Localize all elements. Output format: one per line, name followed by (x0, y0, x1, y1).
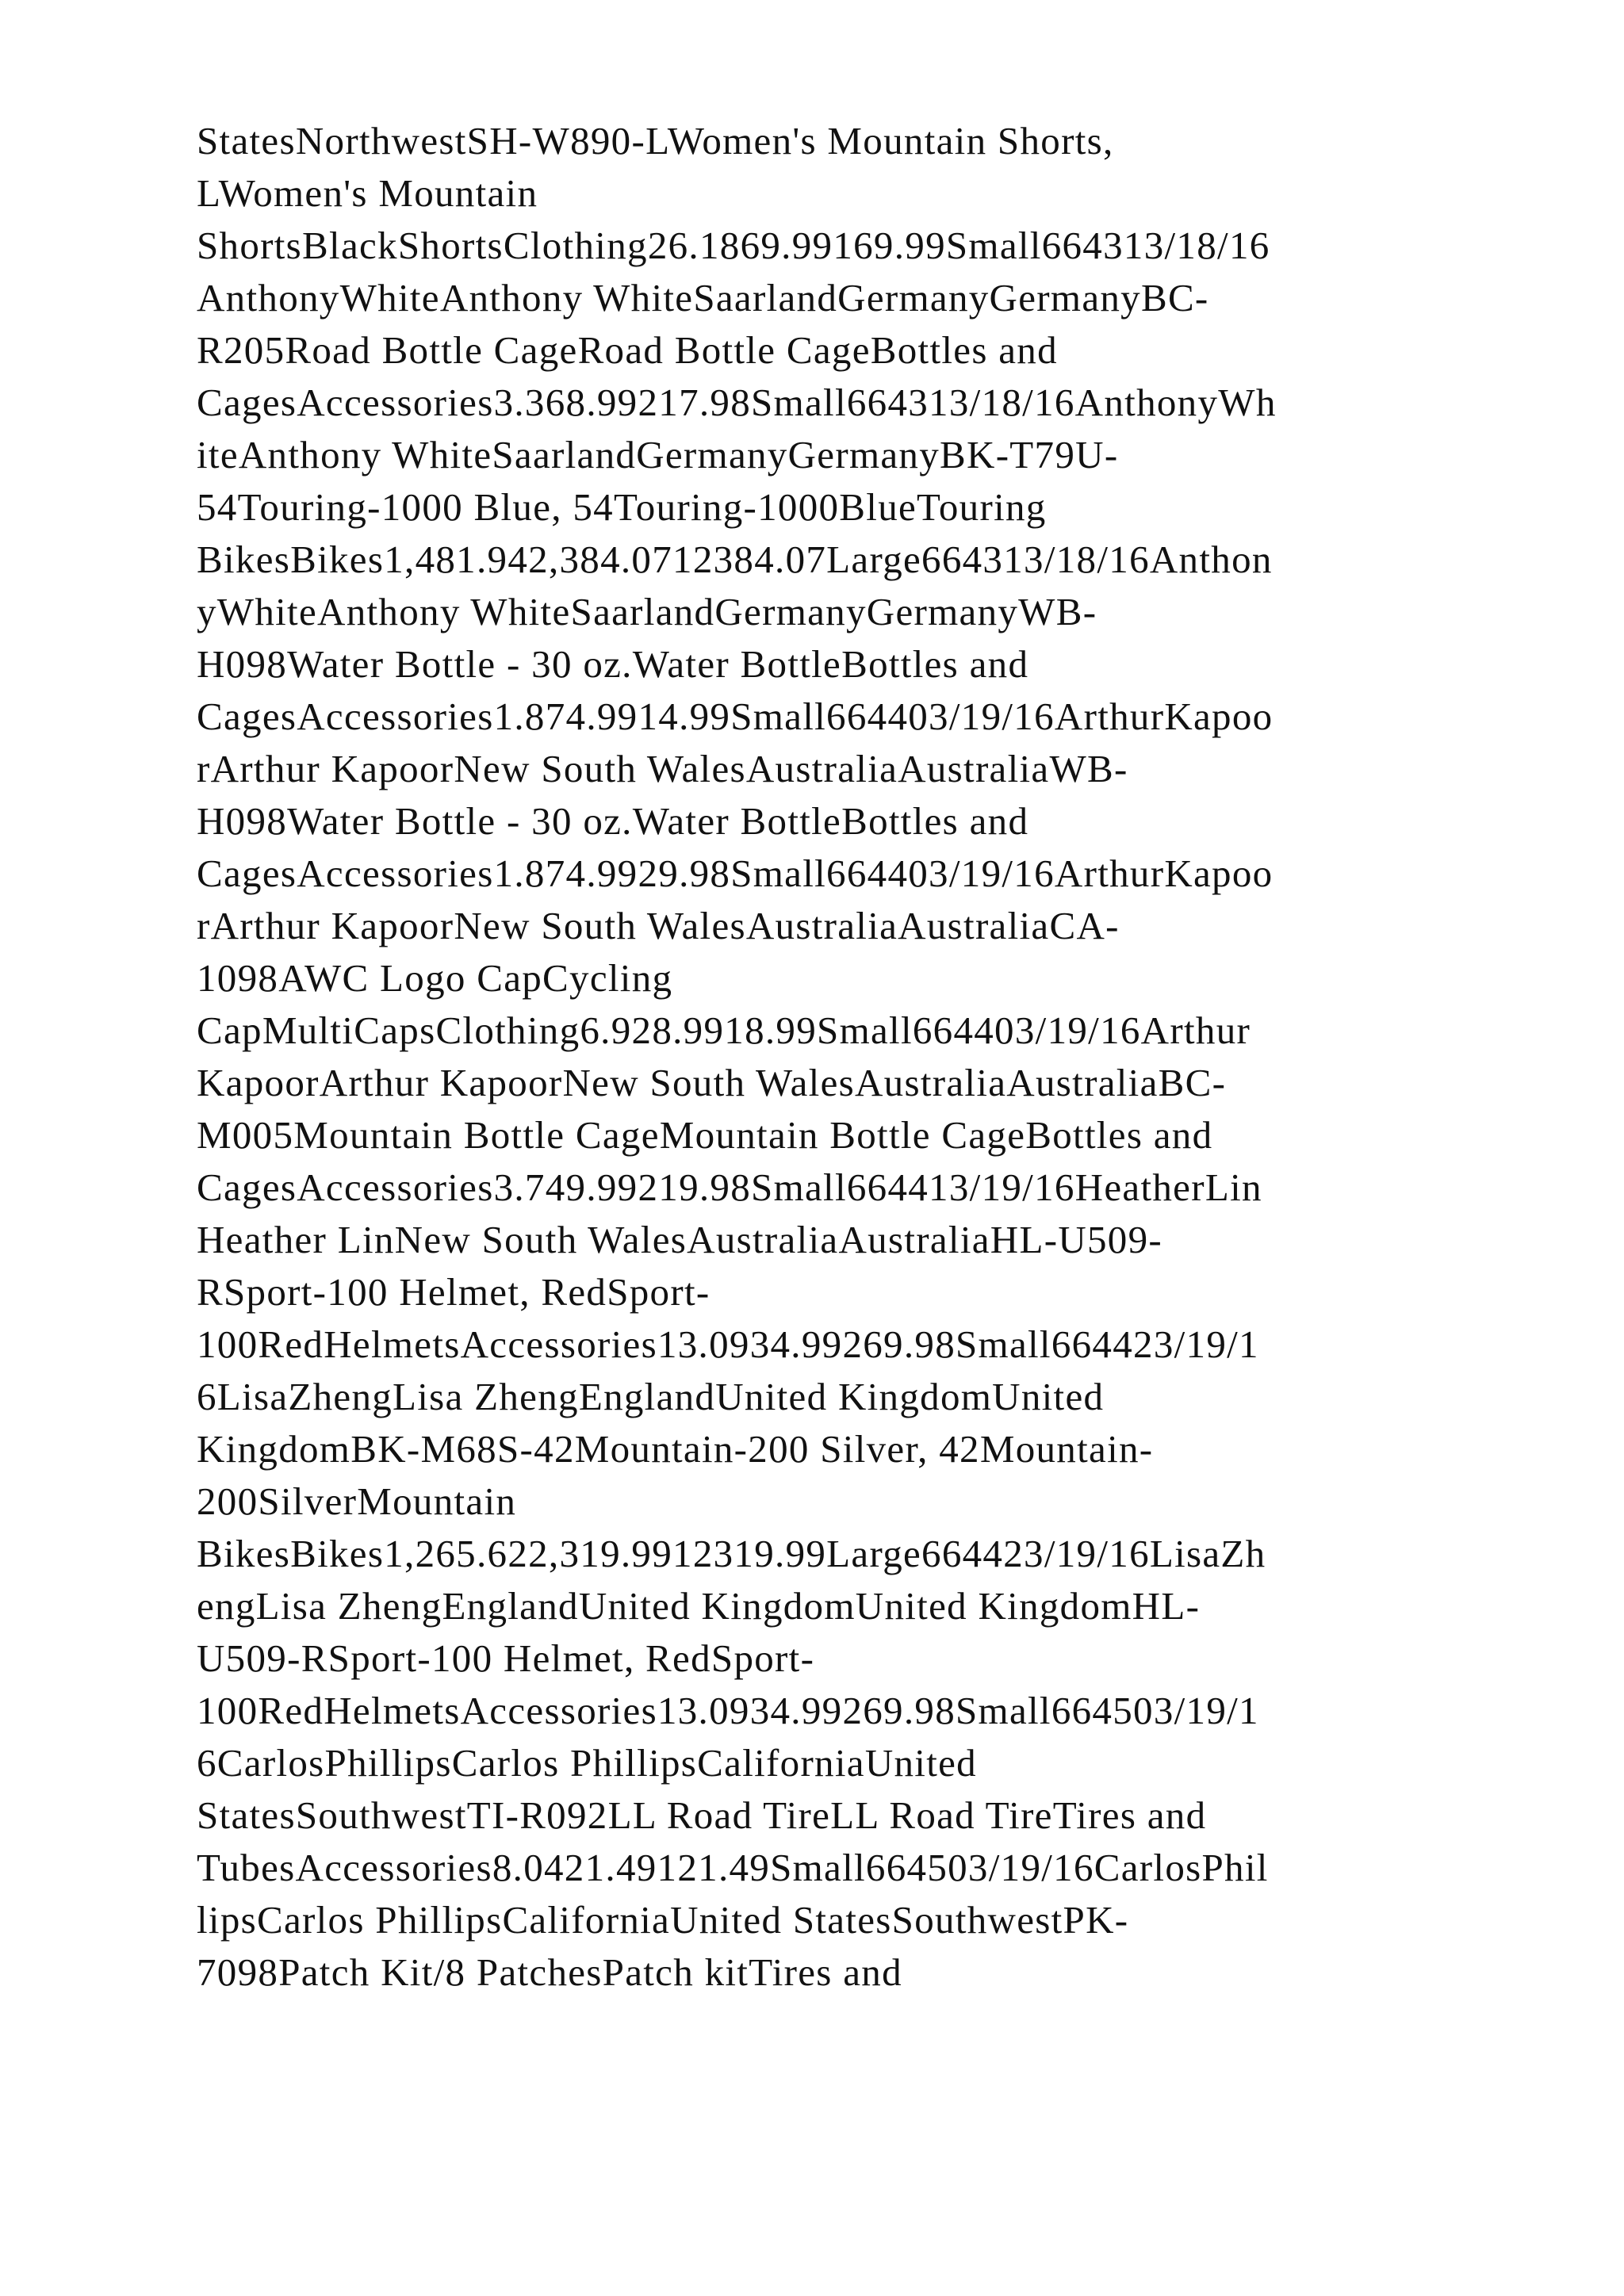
text-line: rArthur KapoorNew South WalesAustraliaAustraliaWB- (197, 747, 1128, 790)
text-line: BikesBikes1,481.942,384.0712384.07Large664313/18/16Anthon (197, 538, 1273, 581)
text-line: RSport-100 Helmet, RedSport- (197, 1270, 710, 1314)
text-line: M005Mountain Bottle CageMountain Bottle CageBottles and (197, 1113, 1213, 1157)
text-line: H098Water Bottle - 30 oz.Water BottleBottles and (197, 642, 1029, 686)
text-line: yWhiteAnthony WhiteSaarlandGermanyGermanyWB- (197, 590, 1097, 633)
text-line: CagesAccessories3.368.99217.98Small664313/18/16AnthonyWh (197, 381, 1277, 424)
text-line: iteAnthony WhiteSaarlandGermanyGermanyBK-T79U- (197, 433, 1119, 476)
text-line: ShortsBlackShortsClothing26.1869.99169.99Small664313/18/16 (197, 224, 1270, 267)
text-line: 100RedHelmetsAccessories13.0934.99269.98Small664423/19/1 (197, 1322, 1259, 1366)
text-line: lipsCarlos PhillipsCaliforniaUnited StatesSouthwestPK- (197, 1898, 1129, 1942)
text-line: 6LisaZhengLisa ZhengEnglandUnited KingdomUnited (197, 1375, 1105, 1418)
text-line: CagesAccessories3.749.99219.98Small664413/19/16HeatherLin (197, 1165, 1262, 1209)
document-body (197, 115, 1465, 1999)
text-line: U509-RSport-100 Helmet, RedSport- (197, 1636, 815, 1680)
text-line: KapoorArthur KapoorNew South WalesAustraliaAustraliaBC- (197, 1061, 1227, 1104)
text-line: 1098AWC Logo CapCycling (197, 956, 673, 1000)
text-line: CagesAccessories1.874.9914.99Small664403/19/16ArthurKapoo (197, 695, 1274, 738)
text-line: 100RedHelmetsAccessories13.0934.99269.98Small664503/19/1 (197, 1689, 1259, 1732)
text-line: StatesNorthwestSH-W890-LWomen's Mountain Shorts, (197, 119, 1114, 163)
text-line: TubesAccessories8.0421.49121.49Small664503/19/16CarlosPhil (197, 1846, 1269, 1889)
text-line: BikesBikes1,265.622,319.9912319.99Large664423/19/16LisaZh (197, 1532, 1266, 1575)
text-line: 7098Patch Kit/8 PatchesPatch kitTires and (197, 1950, 902, 1994)
text-line: CapMultiCapsClothing6.928.9918.99Small664403/19/16Arthur (197, 1008, 1251, 1052)
text-line: H098Water Bottle - 30 oz.Water BottleBottles and (197, 799, 1029, 843)
text-line: CagesAccessories1.874.9929.98Small664403/19/16ArthurKapoo (197, 851, 1274, 895)
text-line: 6CarlosPhillipsCarlos PhillipsCaliforniaUnited (197, 1741, 977, 1785)
text-line: 54Touring-1000 Blue, 54Touring-1000BlueTouring (197, 485, 1047, 529)
text-line: R205Road Bottle CageRoad Bottle CageBottles and (197, 328, 1058, 372)
text-line: LWomen's Mountain (197, 171, 538, 215)
text-line: engLisa ZhengEnglandUnited KingdomUnited KingdomHL- (197, 1584, 1201, 1628)
text-line: rArthur KapoorNew South WalesAustraliaAustraliaCA- (197, 904, 1120, 947)
text-line: Heather LinNew South WalesAustraliaAustraliaHL-U509- (197, 1218, 1163, 1261)
text-line: KingdomBK-M68S-42Mountain-200 Silver, 42Mountain- (197, 1427, 1154, 1471)
text-line: StatesSouthwestTI-R092LL Road TireLL Road TireTires and (197, 1793, 1207, 1837)
text-line: AnthonyWhiteAnthony WhiteSaarlandGermanyGermanyBC- (197, 276, 1209, 320)
text-line: 200SilverMountain (197, 1479, 517, 1523)
